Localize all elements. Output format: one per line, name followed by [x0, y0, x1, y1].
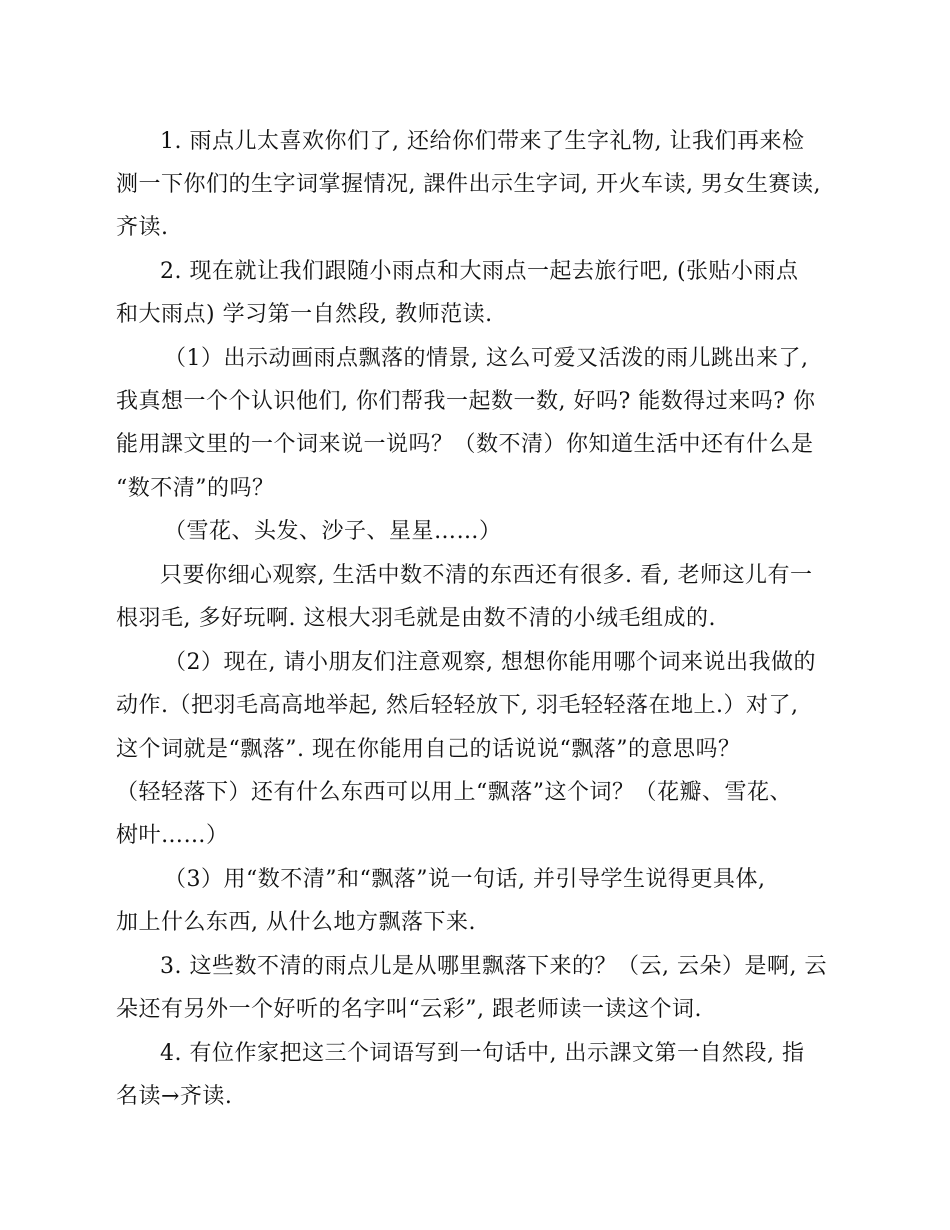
paragraph-6-line-5: 树叶……） [116, 823, 229, 848]
paragraph-2-line-1: 2. 现在就让我们跟随小雨点和大雨点一起去旅行吧, (张贴小雨点 [160, 259, 799, 284]
paragraph-4-line-1: （雪花、头发、沙子、星星……） [164, 519, 502, 544]
paragraph-3-line-1: （1）出示动画雨点飘落的情景, 这么可爱又活泼的雨儿跳出来了, [164, 346, 809, 371]
paragraph-3-line-4: “数不清”的吗？ [116, 476, 275, 501]
paragraph-6-line-1: （2）现在, 请小朋友们注意观察, 想想你能用哪个词来说出我做的 [164, 650, 816, 675]
paragraph-8-line-1: 3. 这些数不清的雨点儿是从哪里飘落下来的？（云, 云朵）是啊, 云 [160, 954, 827, 979]
paragraph-5-line-1: 只要你细心观察, 生活中数不清的东西还有很多. 看, 老师这儿有一 [160, 563, 813, 588]
paragraph-6-line-3: 这个词就是“飘落”. 现在你能用自己的话说说“飘落”的意思吗？ [116, 737, 741, 762]
paragraph-3-line-2: 我真想一个个认识他们, 你们帮我一起数一数, 好吗? 能数得过来吗? 你 [116, 389, 816, 414]
paragraph-1-line-3: 齐读. [116, 215, 169, 240]
paragraph-1-line-1: 1. 雨点儿太喜欢你们了, 还给你们带来了生字礼物, 让我们再来检 [160, 129, 805, 154]
paragraph-6-line-2: 动作.（把羽毛高高地举起, 然后轻轻放下, 羽毛轻轻落在地上.）对了, [116, 693, 799, 718]
paragraph-5-line-2: 根羽毛, 多好玩啊. 这根大羽毛就是由数不清的小绒毛组成的. [116, 606, 716, 631]
paragraph-3-line-3: 能用課文里的一个词来说一说吗？（数不清）你知道生活中还有什么是 [116, 432, 814, 457]
paragraph-9-line-2: 名读→齐读. [116, 1084, 233, 1109]
paragraph-7-line-1: （3）用“数不清”和“飘落”说一句话, 并引导学生说得更具体, [164, 867, 766, 892]
paragraph-1-line-2: 测一下你们的生字词掌握情况, 課件出示生字词, 开火车读, 男女生赛读, [116, 172, 821, 197]
paragraph-8-line-2: 朵还有另外一个好听的名字叫“云彩”, 跟老师读一读这个词. [116, 997, 702, 1022]
paragraph-2-line-2: 和大雨点) 学习第一自然段, 教师范读. [116, 302, 493, 327]
paragraph-6-line-4: （轻轻落下）还有什么东西可以用上“飘落”这个词？（花瓣、雪花、 [116, 780, 792, 805]
paragraph-9-line-1: 4. 有位作家把这三个词语写到一句话中, 出示課文第一自然段, 指 [160, 1041, 805, 1066]
paragraph-7-line-2: 加上什么东西, 从什么地方飘落下来. [116, 910, 476, 935]
